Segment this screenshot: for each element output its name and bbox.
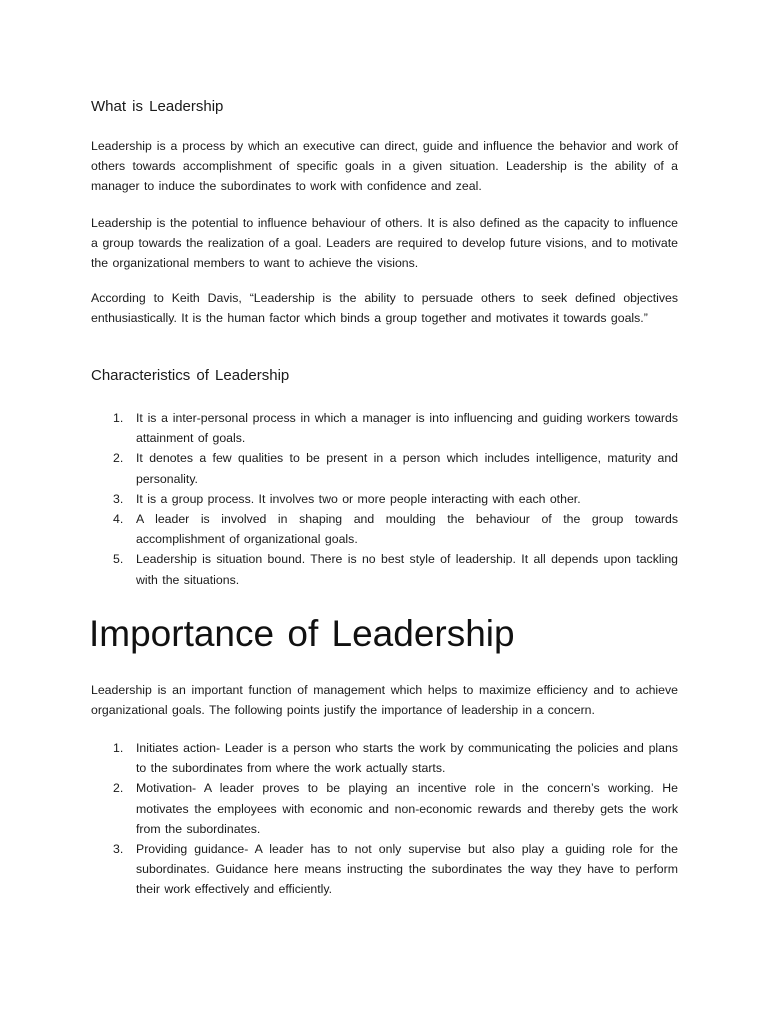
list-item-number: 2. — [113, 781, 124, 796]
list-item — [91, 738, 678, 778]
list-item-text: It is a inter-personal process in which a manager is into influencing and guiding workers towards attainment of goals. — [136, 411, 678, 446]
list-item-number: 2. — [113, 451, 124, 466]
list-item — [91, 778, 678, 839]
list-item — [91, 549, 678, 589]
list-item — [91, 509, 678, 549]
list-item-number: 3. — [113, 491, 124, 506]
list-item-text: It is a group process. It involves two or more people interacting with each other. — [136, 491, 581, 506]
importance-intro-paragraph: Leadership is an important function of management which helps to maximize efficiency and to achieve organizational goals. The following points justify the importance of leadership in a concern. — [91, 683, 678, 718]
list-item-text: Leadership is situation bound. There is no best style of leadership. It all depends upon tackling with the situations. — [136, 552, 678, 587]
definition-paragraph-1: Leadership is a process by which an executive can direct, guide and influence the behavior and work of others towards accomplishment of specific goals in a given situation. Leadership is the ability of a manager to induce the subordinates to work with confidence and zeal. — [91, 139, 678, 194]
list-item-number: 3. — [113, 842, 124, 857]
list-item-text: Initiates action- Leader is a person who starts the work by communicating the policies and plans to the subordinates from where the work actually starts. — [136, 741, 678, 776]
characteristics-heading: Characteristics of Leadership — [91, 367, 290, 384]
definition-paragraph-2: Leadership is the potential to influence behaviour of others. It is also defined as the capacity to influence a group towards the realization of a goal. Leaders are required to develop future visions, and to motivate the organizational members to want to achieve the visions. — [91, 216, 678, 271]
keith-davis-quote-paragraph: According to Keith Davis, “Leadership is the ability to persuade others to seek defined objectives enthusiastically. It is the human factor which binds a group together and motivates it towards goals.” — [91, 291, 678, 326]
characteristics-list — [91, 408, 678, 590]
list-item-text: It denotes a few qualities to be present in a person which includes intelligence, maturity and personality. — [136, 451, 678, 486]
list-item — [91, 489, 678, 509]
list-item-text: Providing guidance- A leader has to not only supervise but also play a guiding role for the subordinates. Guidance here means instructing the subordinates the way they have to perform their work effectively and efficiently. — [136, 842, 678, 897]
list-item — [91, 408, 678, 448]
list-item-number: 1. — [113, 741, 124, 755]
list-item-number: 4. — [113, 512, 124, 527]
importance-list — [91, 738, 678, 900]
list-item-text: Motivation- A leader proves to be playing an incentive role in the concern’s working. He motivates the employees with economic and non-economic rewards and thereby gets the work from the subordinates. — [136, 781, 678, 836]
what-is-leadership-heading: What is Leadership — [91, 98, 224, 115]
list-item-number: 5. — [113, 552, 124, 567]
list-item-number: 1. — [113, 411, 124, 425]
list-item — [91, 839, 678, 900]
list-item — [91, 448, 678, 488]
list-item-text: A leader is involved in shaping and moulding the behaviour of the group towards accomplishment of organizational goals. — [136, 512, 678, 547]
importance-of-leadership-title: Importance of Leadership — [89, 613, 515, 654]
